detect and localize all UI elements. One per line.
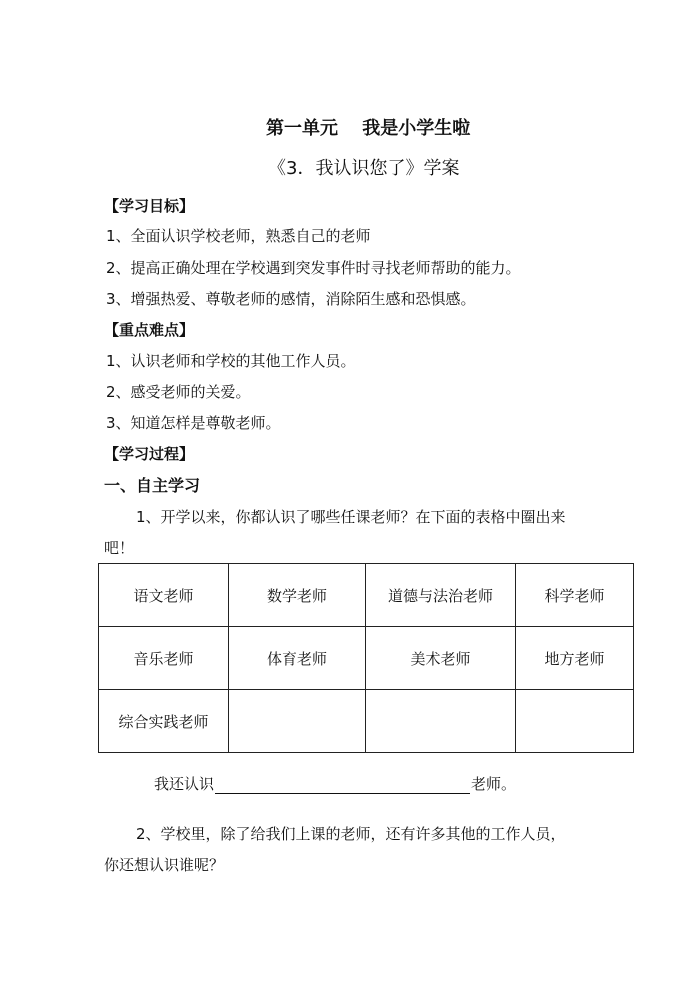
process-heading: 【学习过程】	[104, 445, 195, 463]
question-2-line-1: 2、学校里，除了给我们上课的老师，还有许多其他的工作人员，	[136, 825, 566, 843]
keypoints-heading: 【重点难点】	[104, 321, 195, 339]
fill-prefix: 我还认识	[154, 775, 215, 793]
teacher-table	[98, 563, 634, 753]
table-cell-empty[interactable]	[366, 690, 516, 753]
lesson-title: 《3．我认识您了》学案	[268, 158, 460, 179]
table-row	[99, 627, 634, 690]
table-cell[interactable]: 道德与法治老师	[366, 564, 516, 627]
fill-suffix: 老师。	[471, 775, 517, 793]
table-cell-empty[interactable]	[516, 690, 634, 753]
goal-item: 3、增强热爱、尊敬老师的感情，消除陌生感和恐惧感。	[106, 290, 476, 308]
table-cell-empty[interactable]	[229, 690, 366, 753]
table-cell[interactable]: 数学老师	[229, 564, 366, 627]
keypoint-item: 1、认识老师和学校的其他工作人员。	[106, 352, 356, 370]
goals-heading: 【学习目标】	[104, 197, 195, 215]
table-cell[interactable]: 音乐老师	[99, 627, 229, 690]
table-cell[interactable]: 地方老师	[516, 627, 634, 690]
table-row	[99, 564, 634, 627]
fill-in-line	[154, 774, 516, 794]
unit-title: 第一单元 我是小学生啦	[266, 118, 471, 139]
table-row	[99, 690, 634, 753]
table-cell[interactable]: 综合实践老师	[99, 690, 229, 753]
table-cell[interactable]: 科学老师	[516, 564, 634, 627]
question-1-line-2: 吧！	[104, 539, 135, 557]
table-cell[interactable]: 美术老师	[366, 627, 516, 690]
fill-blank[interactable]	[215, 777, 470, 794]
goal-item: 2、提高正确处理在学校遇到突发事件时寻找老师帮助的能力。	[106, 259, 521, 277]
table-cell[interactable]: 体育老师	[229, 627, 366, 690]
part1-heading: 一、自主学习	[104, 476, 201, 495]
keypoint-item: 2、感受老师的关爱。	[106, 383, 251, 401]
keypoint-item: 3、知道怎样是尊敬老师。	[106, 414, 281, 432]
question-1-line-1: 1、开学以来，你都认识了哪些任课老师？在下面的表格中圈出来	[136, 508, 566, 526]
table-cell[interactable]: 语文老师	[99, 564, 229, 627]
question-2-line-2: 你还想认识谁呢？	[104, 856, 225, 874]
goal-item: 1、全面认识学校老师，熟悉自己的老师	[106, 227, 371, 245]
